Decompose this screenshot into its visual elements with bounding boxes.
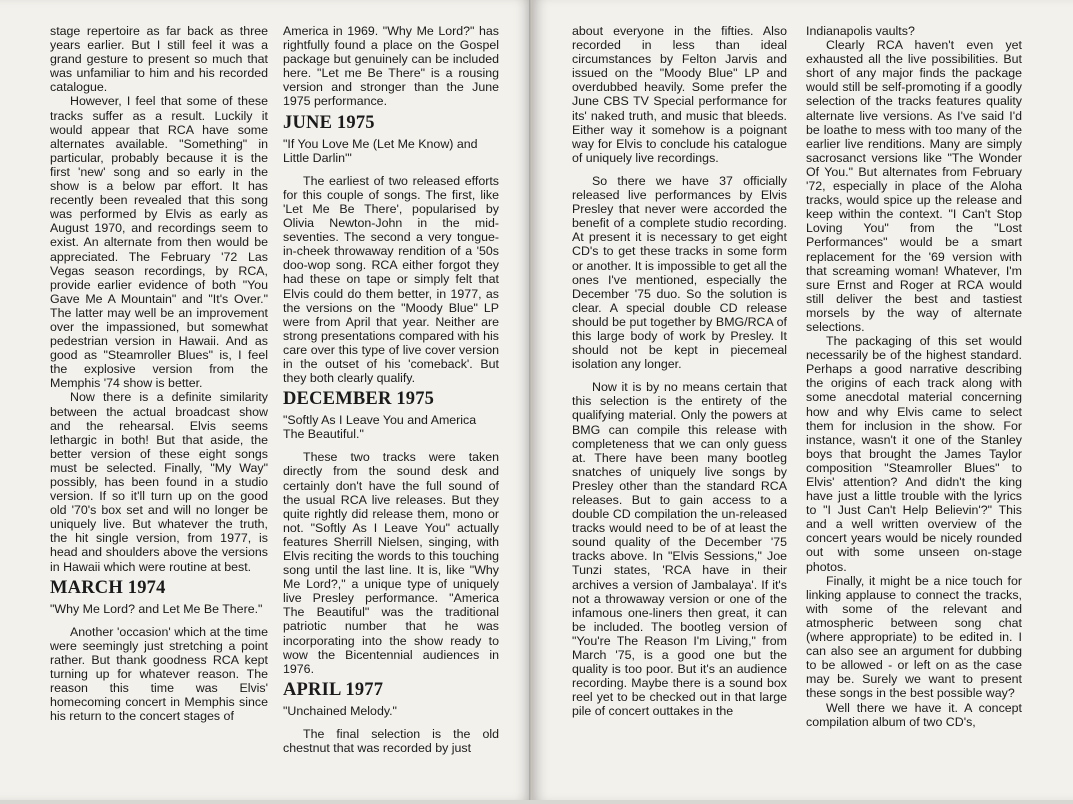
section-heading-march-1974: MARCH 1974: [50, 577, 166, 598]
paragraph: Now there is a definite similarity between the actual broadcast show and the rehearsal. Elvis seems lethargic in both! But that aside, the better version of these eight songs must be selected. Finally, "My Way" possibly, has been found in a studio version. If so it'll turn up on the good old '70's box set and will no longer be uniquely live. But whatever the truth, the hit single version, from 1977, is head and shoulders above the versions in Hawaii which were routine at best.: [50, 390, 268, 574]
paragraph: Indianapolis vaults?: [806, 24, 915, 38]
paragraph: The final selection is the old chestnut that was recorded by just: [283, 726, 499, 756]
paragraph: about everyone in the fifties. Also recorded in less than ideal circumstances by Felton Jarvis and issued on the "Moody Blue" LP and overdubbed heavily. Some prefer the June CBS TV Special performance for its' naked truth, and music that bleeds. Either way it somehow is a poignant way for Elvis to conclude his catalogue of uniquely live recordings.: [572, 24, 787, 165]
paragraph: Another 'occasion' which at the time were seemingly just stretching a point rather. But thank goodness RCA kept turning up for whatever reason. The reason this time was Elvis' homecoming concert in Memphis since his return to the concert stages of: [50, 624, 268, 724]
paragraph: Clearly RCA haven't even yet exhausted all the live possibilities. But short of any major finds the package would still be self-promoting if a goodly selection of the tracks features quality alternate live versions. As I've said I'd be loathe to mess with too many of the earlier live renditions. Many are simply sacrosanct versions like "The Wonder Of You." But alternates from February '72, especially in place of the Aloha tracks, would spice up the release and keep within the context. "I Can't Stop Loving You" from the "Lost Performances" would be a smart replacement for the '69 version with that screaming woman! Whatever, I'm sure Ernst and Roger at RCA would still deliver the best and tastiest morsels by the way of alternate selections.: [806, 38, 1022, 334]
song-titles-december-1975: "Softly As I Leave You and America The Beautiful.": [283, 413, 477, 442]
left-page: [0, 0, 531, 800]
right-page-column-2: [806, 24, 1022, 804]
left-page-column-1: [50, 24, 268, 800]
section-heading-december-1975: DECEMBER 1975: [283, 389, 435, 410]
paragraph: The packaging of this set would necessarily be of the highest standard. Perhaps a good narrative describing the origins of each track along with some anecdotal material concerning how and why Elvis came to select them for inclusion in the show. For instance, wasn't it one of the Stanley boys that brought the James Taylor composition "Steamroller Blues" to Elvis' attention? And didn't the king have just a little trouble with the lyrics to "I Just Can't Help Believin'?" This and a well written overview of the concert years would be nicely rounded out with some unseen on-stage photos.: [806, 334, 1022, 574]
paragraph: Well there we have it. A concept compilation album of two CD's,: [806, 700, 1022, 729]
song-titles-march-1974: "Why Me Lord? and Let Me Be There.": [50, 601, 263, 616]
paragraph: However, I feel that some of these tracks suffer as a result. Luckily it would appear that RCA have some alternates available. "Something" in particular, probably because it is the first 'new' song and so early in the show is a below par effort. It has recently been revealed that this song was performed by Elvis as early as August 1970, and recordings seem to exist. An alternate from then would be appreciated. The February '72 Las Vegas season recordings, by RCA, provide earlier evidence of both "You Gave Me A Mountain" and "It's Over." The latter may well be an improvement over the impassioned, but somewhat pedestrian version in Hawaii. And as good as "Steamroller Blues" is, I feel the explosive version from the Memphis '74 show is better.: [50, 94, 268, 391]
paragraph: The earliest of two released efforts for this couple of songs. The first, like 'Let Me Be There', popularised by Olivia Newton-John in the mid-seventies. The second a very tongue-in-cheek throwaway rendition of a '50s doo-wop song. RCA either forgot they had these on tape or simply felt that Elvis could do them better, in 1977, as the versions on the "Moody Blue" LP were from April that year. Neither are strong presentations compared with his care over this type of live cover version in the outset of his 'comeback'. But they both clearly qualify.: [283, 173, 499, 386]
paragraph: So there we have 37 officially released live performances by Elvis Presley that never were accorded the benefit of a complete studio recording. At present it is necessary to get eight CD's to get these tracks in some form or another. It is impossible to get all the ones I've mentioned, especially the December '75 duo. So the solution is clear. A special double CD release should be put together by BMG/RCA of this large body of work by Presley. It should not be kept in piecemeal isolation any longer.: [572, 173, 787, 372]
paragraph: These two tracks were taken directly from the sound desk and certainly don't have the full sound of the usual RCA live releases. But they quite rightly did release them, mono or not. "Softly As I Leave You" actually features Sherrill Nielsen, singing, with Elvis reciting the words to this touching song until the last line. It is, like "Why Me Lord?," a unique type of uniquely live Presley performance. "America The Beautiful" was the traditional patriotic number that he was incorporating into the show ready to wow the Bicentennial audiences in 1976.: [283, 450, 499, 676]
paragraph: Now it is by no means certain that this selection is the entirety of the qualifying material. Only the powers at BMG can compile this release with completeness that we can only guess at. There have been many bootleg snatches of uniquely live songs by Presley other than the standard RCA releases. But to gain access to a double CD compilation the un-released tracks would need to be of at least the sound quality of the December '75 tracks above. In "Elvis Sessions," Joe Tunzi states, 'RCA have in their archives a version of Jambalaya'. If it's not a throwaway version or one of the infamous one-liners then great, it can be included. The bootleg version of "You're The Reason I'm Living," from March '75, is a good one but the quality is too poor. But it's an audience recording. Maybe there is a sound box reel yet to be checked out in that large pile of concert outtakes in the: [572, 380, 787, 719]
song-titles-april-1977: "Unchained Melody.": [283, 703, 397, 718]
paragraph: stage repertoire as far back as three years earlier. But I still feel it was a grand gesture to present so much that was unfamiliar to him and his recorded catalogue.: [50, 24, 268, 95]
section-heading-april-1977: APRIL 1977: [283, 679, 384, 700]
section-heading-june-1975: JUNE 1975: [283, 112, 375, 133]
paragraph: Finally, it might be a nice touch for linking applause to connect the tracks, with some of the relevant and atmospheric between song chat (where appropriate) to be edited in. I can also see an argument for dubbing to be allowed - or left on as the case may be. Surely we want to present these songs in the best possible way?: [806, 573, 1022, 701]
left-page-column-2: [283, 24, 499, 800]
song-titles-june-1975: "If You Love Me (Let Me Know) and Little Darlin'": [283, 136, 478, 165]
paragraph: America in 1969. "Why Me Lord?" has rightfully found a place on the Gospel package but genuinely can be included here. "Let me Be There" is a rousing version and stronger than the June 1975 performance.: [283, 24, 499, 109]
right-page-column-1: [572, 24, 787, 804]
